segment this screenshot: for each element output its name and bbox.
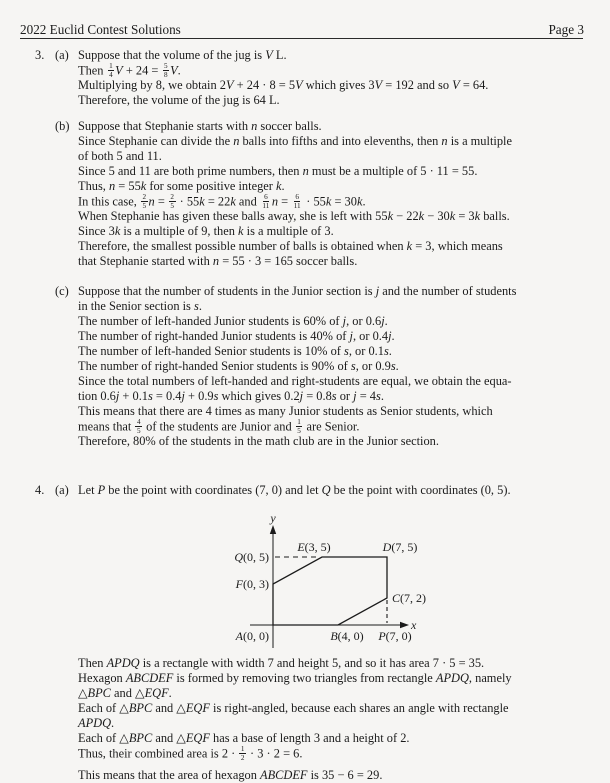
hexagon-outline	[273, 557, 387, 625]
point-label-F: F(0, 3)	[235, 577, 269, 591]
text-line: tion 0.6j + 0.1s = 0.4j + 0.9s which gives 0.2j = 0.8s or j = 4s.	[78, 389, 384, 403]
x-axis-arrow	[400, 622, 409, 628]
text-line: Since Stephanie can divide the n balls into fifths and into elevenths, then n is a multiple	[78, 134, 512, 148]
header-rule	[20, 38, 583, 39]
text-line: Therefore, the volume of the jug is 64 L.	[78, 93, 280, 107]
problem-4-part-a	[35, 483, 595, 498]
page-header	[20, 22, 584, 38]
text-line: Hexagon ABCDEF is formed by removing two triangles from rectangle APDQ, namely	[78, 671, 512, 685]
text-line: When Stephanie has given these balls away, she is left with 55k − 22k − 30k = 3k balls.	[78, 209, 510, 223]
x-axis-label: x	[411, 618, 417, 632]
fraction: $\frac{1}{5}$	[297, 418, 301, 436]
part-label: (a)	[55, 483, 69, 497]
problem-number: 4.	[35, 483, 45, 497]
text-line: The number of right-handed Junior students is 40% of j, or 0.4j.	[78, 329, 395, 343]
coordinate-diagram	[195, 509, 445, 657]
hexagon-figure	[195, 509, 445, 657]
text-line: Suppose that Stephanie starts with n soccer balls.	[78, 119, 322, 133]
point-label-Q: Q(0, 5)	[234, 550, 269, 564]
text-line: of both 5 and 11.	[78, 149, 162, 163]
fraction: $\frac{4}{5}$	[136, 418, 141, 436]
text-line: In this case, $\frac{2}{5}$ n = $\frac{2}{5}$ · 55k = 22k and $\frac{6}{11}$ n = $\frac{6}{11}$ · 55k = 30k.	[78, 193, 366, 211]
fraction: $\frac{6}{11}$	[262, 193, 270, 211]
part-label: (b)	[55, 119, 70, 133]
text-line: Each of △BPC and △EQF has a base of length 3 and a height of 2.	[78, 731, 410, 745]
text-line: Then APDQ is a rectangle with width 7 and height 5, and so it has area 7 · 5 = 35.	[78, 656, 485, 670]
solution-text	[78, 48, 595, 108]
point-label-C: C(7, 2)	[392, 591, 427, 605]
text-line: Therefore, 80% of the students in the math club are in the Junior section.	[78, 434, 439, 448]
text-line: in the Senior section is s.	[78, 299, 202, 313]
problem-number: 3.	[35, 48, 45, 62]
text-line: △BPC and △EQF.	[78, 686, 172, 700]
part-label: (c)	[55, 284, 69, 298]
point-label-B: B(4, 0)	[330, 629, 364, 643]
problem-3-part-b	[35, 119, 595, 269]
point-label-A: A(0, 0)	[235, 629, 269, 643]
solution-text	[78, 656, 595, 783]
text-line: Let P be the point with coordinates (7, 0) and let Q be the point with coordinates (0, 5).	[78, 483, 511, 497]
fraction: $\frac{1}{2}$	[240, 745, 245, 763]
text-line: APDQ.	[78, 716, 115, 730]
page-number: Page 3	[548, 22, 584, 37]
text-line: Then $\frac{1}{4}$ V + 24 = $\frac{5}{8}$ V.	[78, 62, 181, 80]
fraction: $\frac{2}{5}$	[142, 193, 147, 211]
point-label-E: E(3, 5)	[297, 540, 331, 554]
text-line: Since 5 and 11 are both prime numbers, then n must be a multiple of 5 · 11 = 55.	[78, 164, 478, 178]
text-line: Each of △BPC and △EQF is right-angled, because each shares an angle with rectangle	[78, 701, 509, 715]
text-line: This means that there are 4 times as many Junior students as Senior students, which	[78, 404, 493, 418]
fraction: $\frac{1}{4}$	[109, 62, 113, 80]
text-line: Since 3k is a multiple of 9, then k is a multiple of 3.	[78, 224, 334, 238]
point-label-P: P(7, 0)	[378, 629, 412, 643]
text-line: Therefore, the smallest possible number of balls is obtained when k = 3, which means	[78, 239, 503, 253]
part-label: (a)	[55, 48, 69, 62]
text-line: Multiplying by 8, we obtain 2V + 24 · 8 = 5V which gives 3V = 192 and so V = 64.	[78, 78, 489, 92]
fraction: $\frac{2}{5}$	[170, 193, 175, 211]
solution-text	[78, 119, 595, 269]
solution-text	[78, 284, 595, 449]
text-line: The number of left-handed Junior students is 60% of j, or 0.6j.	[78, 314, 388, 328]
y-axis-label: y	[270, 511, 276, 525]
text-line: Suppose that the number of students in the Junior section is j and the number of students	[78, 284, 517, 298]
fraction: $\frac{6}{11}$	[293, 193, 301, 211]
solution-text	[78, 483, 595, 498]
text-line: Suppose that the volume of the jug is V L.	[78, 48, 287, 62]
doc-title: 2022 Euclid Contest Solutions	[20, 22, 181, 37]
text-line: The number of left-handed Senior students is 10% of s, or 0.1s.	[78, 344, 392, 358]
text-line: Thus, n = 55k for some positive integer k.	[78, 179, 285, 193]
text-line: that Stephanie started with n = 55 · 3 = 165 soccer balls.	[78, 254, 358, 268]
text-line: The number of right-handed Senior students is 90% of s, or 0.9s.	[78, 359, 399, 373]
problem-3-part-a	[35, 48, 595, 108]
text-line: means that $\frac{4}{5}$ of the students are Junior and $\frac{1}{5}$ are Senior.	[78, 418, 360, 436]
y-axis-arrow	[270, 525, 276, 534]
text-line: Since the total numbers of left-handed and right-students are equal, we obtain the equa-	[78, 374, 512, 388]
problem-3-part-c	[35, 284, 595, 449]
text-line: This means that the area of hexagon ABCDEF is 35 − 6 = 29.	[78, 768, 383, 782]
fraction: $\frac{5}{8}$	[164, 62, 168, 80]
point-label-D: D(7, 5)	[382, 540, 418, 554]
text-line: Thus, their combined area is 2 · $\frac{1}{2}$ · 3 · 2 = 6.	[78, 745, 303, 763]
problem-4-continued	[78, 656, 595, 783]
